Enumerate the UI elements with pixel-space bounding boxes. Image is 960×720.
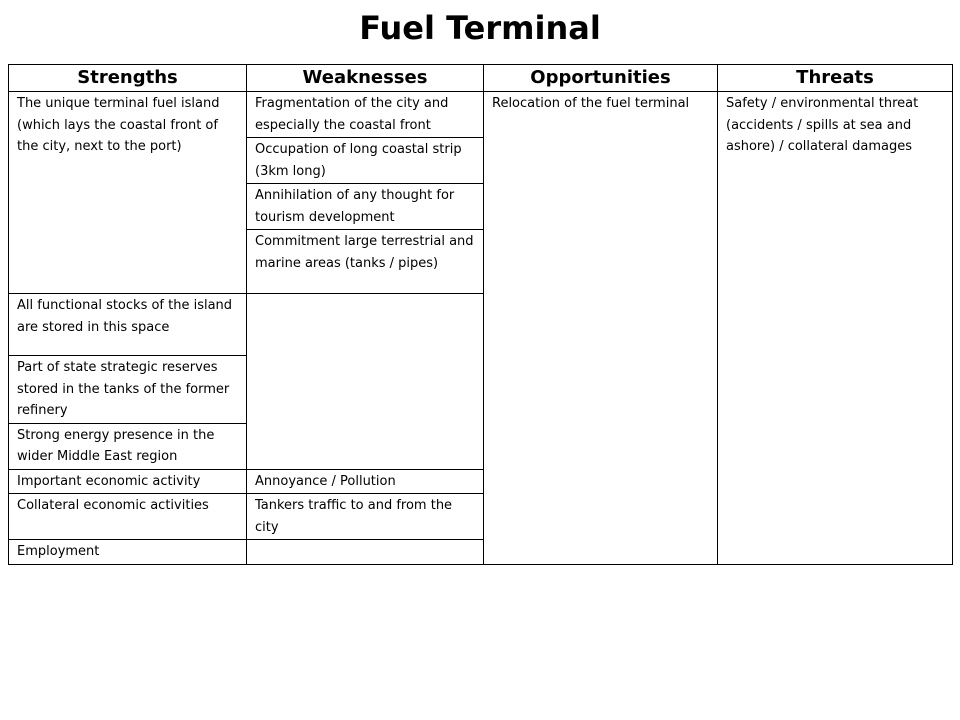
strength-cell: Strong energy presence in the wider Middle East region [9, 423, 247, 469]
weakness-cell: Annihilation of any thought for tourism development [247, 184, 484, 230]
weakness-empty-cell [247, 294, 484, 470]
header-threats: Threats [718, 65, 953, 92]
strength-cell: Employment [9, 540, 247, 565]
header-opportunities: Opportunities [484, 65, 718, 92]
strength-cell: Collateral economic activities [9, 494, 247, 540]
table-row [9, 92, 953, 138]
weakness-empty-cell [247, 540, 484, 565]
swot-table [8, 64, 953, 565]
strength-cell: Important economic activity [9, 469, 247, 494]
weakness-cell: Annoyance / Pollution [247, 469, 484, 494]
strength-cell: All functional stocks of the island are stored in this space [9, 294, 247, 356]
strength-cell: The unique terminal fuel island (which lays the coastal front of the city, next to the port) [9, 92, 247, 294]
table-header-row [9, 65, 953, 92]
weakness-cell: Tankers traffic to and from the city [247, 494, 484, 540]
header-weaknesses: Weaknesses [247, 65, 484, 92]
weakness-cell: Commitment large terrestrial and marine areas (tanks / pipes) [247, 230, 484, 294]
page-title: Fuel Terminal [359, 9, 601, 47]
opportunity-cell: Relocation of the fuel terminal [484, 92, 718, 565]
threat-cell: Safety / environmental threat (accidents / spills at sea and ashore) / collateral damages [718, 92, 953, 565]
header-strengths: Strengths [9, 65, 247, 92]
strength-cell: Part of state strategic reserves stored in the tanks of the former refinery [9, 356, 247, 424]
weakness-cell: Occupation of long coastal strip (3km long) [247, 138, 484, 184]
weakness-cell: Fragmentation of the city and especially the coastal front [247, 92, 484, 138]
